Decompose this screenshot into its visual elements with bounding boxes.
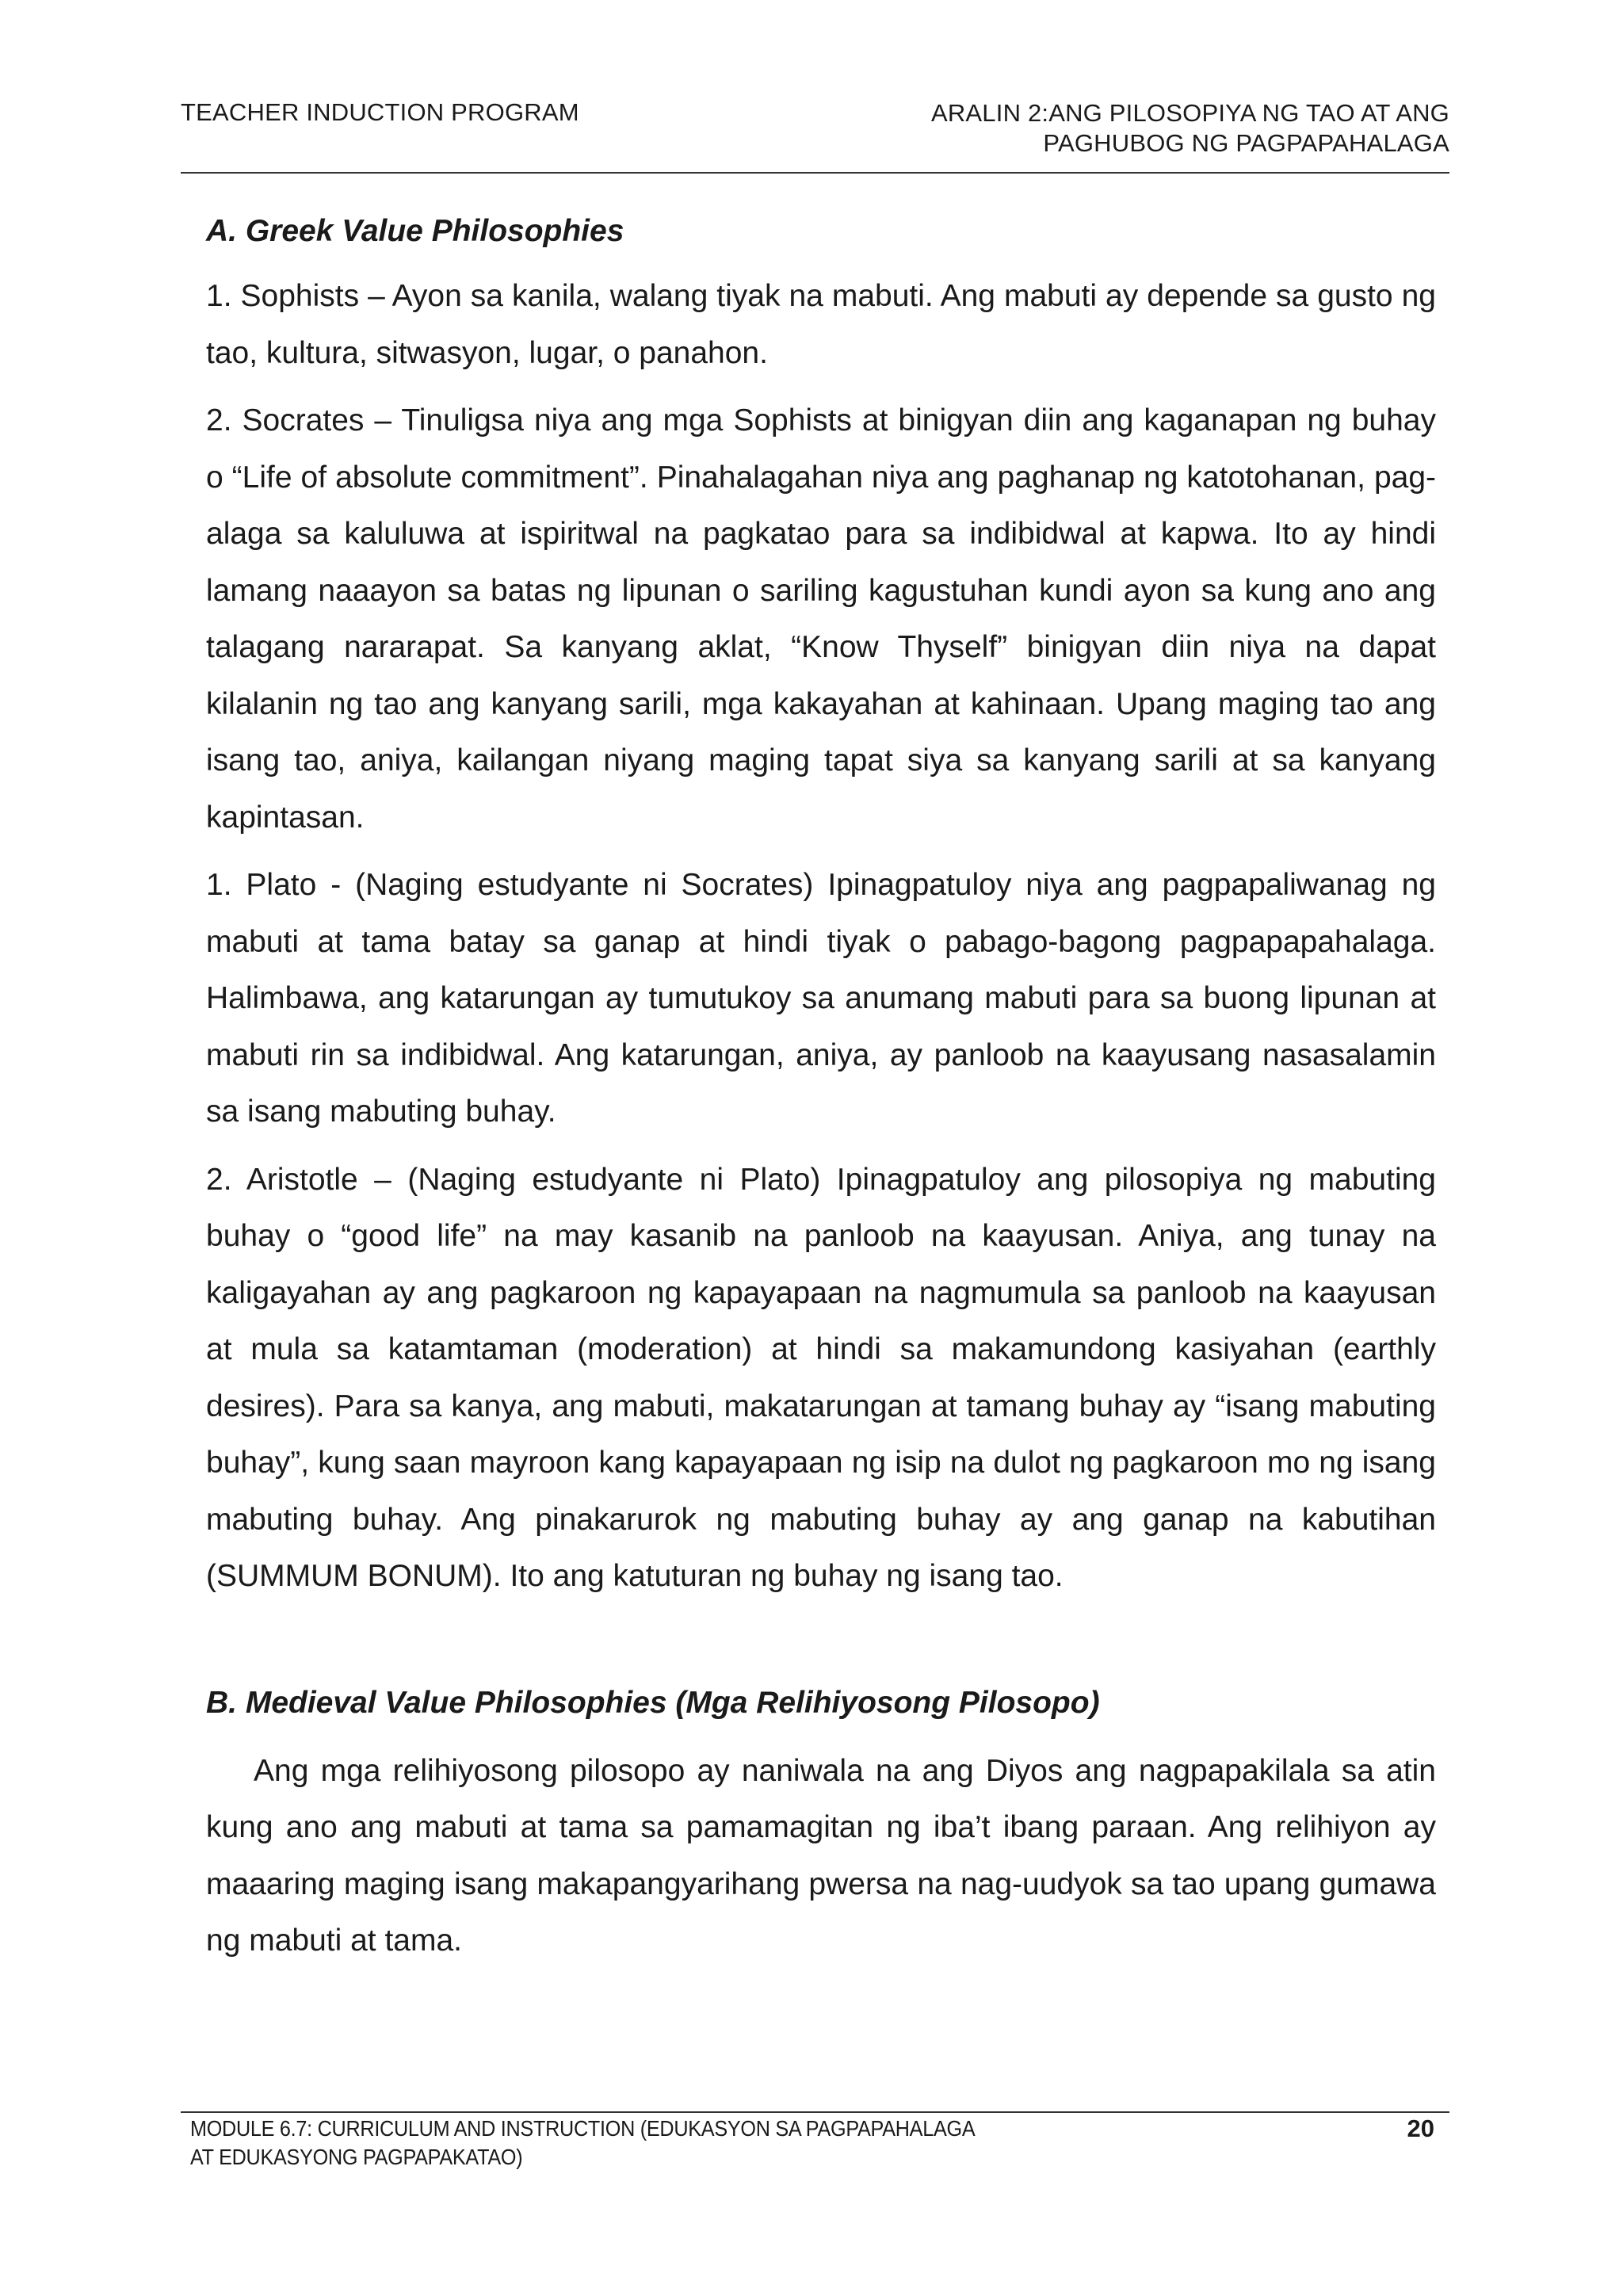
footer-divider — [181, 2111, 1449, 2113]
page-body — [206, 209, 1436, 1969]
page-number: 20 — [1407, 2115, 1434, 2142]
header-lesson-title — [931, 98, 1449, 159]
paragraph-socrates: 2. Socrates – Tinuligsa niya ang mga Sophists at binigyan diin ang kaganapan ng buhay o “Life of absolute commitment”. Pinahalagahan niya ang paghanap ng katotohanan, pag-alaga sa kaluluwa at ispiritwal na pagkatao para sa indibidwal at kapwa. Ito ay hindi lamang naaayon sa batas ng lipunan o sariling kagustuhan kundi ayon sa kung ano ang talagang nararapat. Sa kanyang aklat, “Know Thyself” binigyan diin niya na dapat kilalanin ng tao ang kanyang sarili, mga kakayahan at kahinaan. Upang maging tao ang isang tao, aniya, kailangan niyang maging tapat siya sa kanyang sarili at sa kanyang kapintasan. — [206, 403, 1436, 835]
section-b-heading: B. Medieval Value Philosophies (Mga Relihiyosong Pilosopo) — [206, 1685, 1100, 1720]
header-divider — [181, 172, 1449, 174]
paragraph-aristotle: 2. Aristotle – (Naging estudyante ni Plato) Ipinagpatuloy ang pilosopiya ng mabuting buhay o “good life” na may kasanib na panloob na kaayusan. Aniya, ang tunay na kaligayahan ay ang pagkaroon ng kapayapaan na nagmumula sa panloob na kaayusan at mula sa katamtaman (moderation) at hindi sa makamundong kasiyahan (earthly desires). Para sa kanya, ang mabuti, makatarungan at tamang buhay ay “isang mabuting buhay”, kung saan mayroon kang kapayapaan ng isip na dulot ng pagkaroon mo ng isang mabuting buhay. Ang pinakarurok ng mabuting buhay ay ang ganap na kabutihan (SUMMUM BONUM). Ito ang katuturan ng buhay ng isang tao. — [206, 1162, 1436, 1593]
footer-module-title — [190, 2115, 975, 2172]
header-program-title: TEACHER INDUCTION PROGRAM — [181, 98, 579, 126]
header-lesson-title-line2: PAGHUBOG NG PAGPAPAHALAGA — [1043, 129, 1449, 157]
header-lesson-title-line1: ARALIN 2:ANG PILOSOPIYA NG TAO AT ANG — [930, 99, 1449, 127]
footer-module-line2: AT EDUKASYONG PAGPAPAKATAO) — [190, 2145, 523, 2169]
paragraph-medieval: Ang mga relihiyosong pilosopo ay naniwala na ang Diyos ang nagpapakilala sa atin kung ano ang mabuti at tama sa pamamagitan ng iba’t ibang paraan. Ang relihiyon ay maaaring maging isang makapangyarihang pwersa na nag-uudyok sa tao upang gumawa ng mabuti at tama. — [206, 1753, 1436, 1958]
paragraph-plato: 1. Plato - (Naging estudyante ni Socrates) Ipinagpatuloy niya ang pagpapaliwanag ng mabuti at tama batay sa ganap at hindi tiyak o pabago-bagong pagpapapahalaga. Halimbawa, ang katarungan ay tumutukoy sa anumang mabuti para sa buong lipunan at mabuti rin sa indibidwal. Ang katarungan, aniya, ay panloob na kaayusang nasasalamin sa isang mabuting buhay. — [206, 868, 1436, 1129]
section-a-heading: A. Greek Value Philosophies — [206, 214, 624, 248]
footer-module-line1: MODULE 6.7: CURRICULUM AND INSTRUCTION (EDUKASYON SA PAGPAPAHALAGA — [190, 2116, 976, 2141]
paragraph-sophists: 1. Sophists – Ayon sa kanila, walang tiyak na mabuti. Ang mabuti ay depende sa gusto ng tao, kultura, sitwasyon, lugar, o panahon. — [206, 279, 1436, 370]
